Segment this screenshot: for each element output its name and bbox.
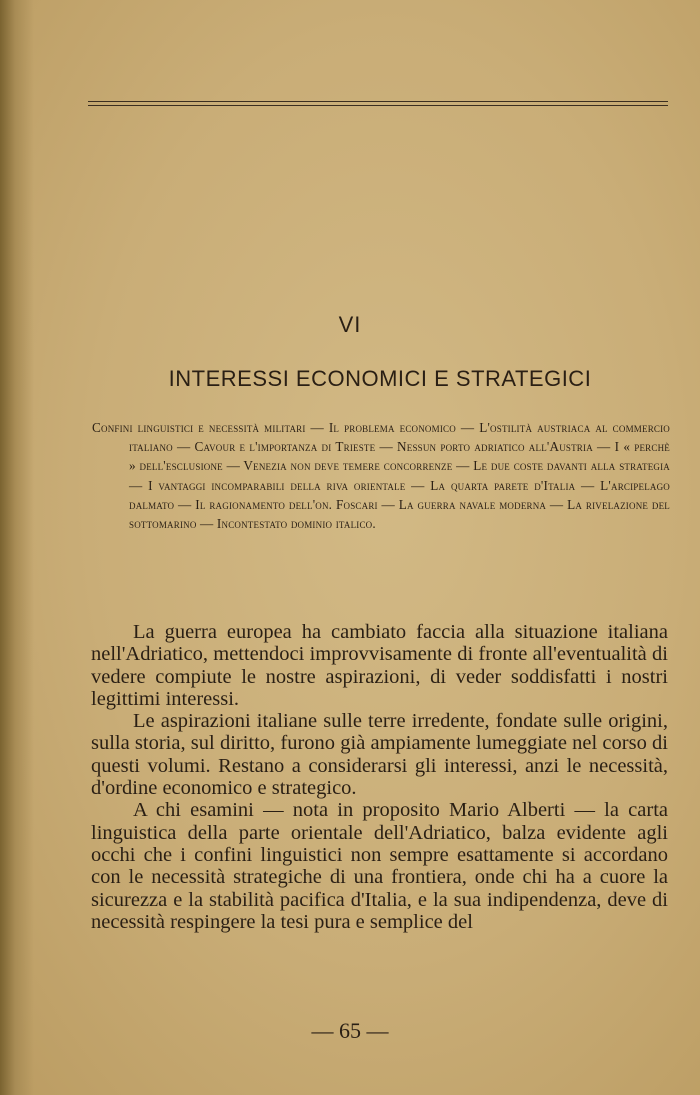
- summary-text: Confini linguistici e necessità militari — Il problema economico — L'ostilità austriaca al commercio italiano — Cavour e l'importanza di Trieste — Nessun porto adriatico all'Austria — I « perchè » dell'esclusione — Venezia non deve temere concorrenze — Le due coste davanti alla strategia — I vantaggi incomparabili della riva orientale — La quarta parete d'Italia — L'arcipelago dalmato — Il ragionamento dell'on. Foscari — La guerra navale moderna — La rivelazione del sottomarino — Incontestato dominio italico.: [92, 420, 670, 532]
- body-text: [91, 621, 668, 933]
- chapter-number: VI: [338, 312, 362, 337]
- header-rule-second: [88, 105, 668, 106]
- paragraph: A chi esamini — nota in proposito Mario Alberti — la carta linguistica della parte orientale dell'Adriatico, balza evidente agli occhi che i confini linguistici non sempre esattamente si accordano con le necessità strategiche di una frontiera, onde chi ha a cuore la sicurezza e la stabilità pacifica d'Italia, e la sua indipendenza, deve di necessità respingere la tesi pura e semplice del: [91, 799, 668, 933]
- chapter-summary: [92, 418, 670, 533]
- page-number: — 65 —: [311, 1018, 389, 1043]
- paragraph: Le aspirazioni italiane sulle terre irredente, fondate sulle origini, sulla storia, sul diritto, furono già ampiamente lumeggiate nel corso di questi volumi. Restano a considerarsi gli interessi, anzi le necessità, d'ordine economico e strategico.: [91, 710, 668, 800]
- chapter-title: INTERESSI ECONOMICI E STRATEGICI: [168, 366, 592, 391]
- header-rule: [88, 101, 668, 102]
- binding-shadow: [0, 0, 34, 1095]
- paragraph: La guerra europea ha cambiato faccia alla situazione italiana nell'Adriatico, mettendoci improvvisamente di fronte all'eventualità di vedere compiute le nostre aspirazioni, di veder soddisfatti i nostri legittimi interessi.: [91, 621, 668, 710]
